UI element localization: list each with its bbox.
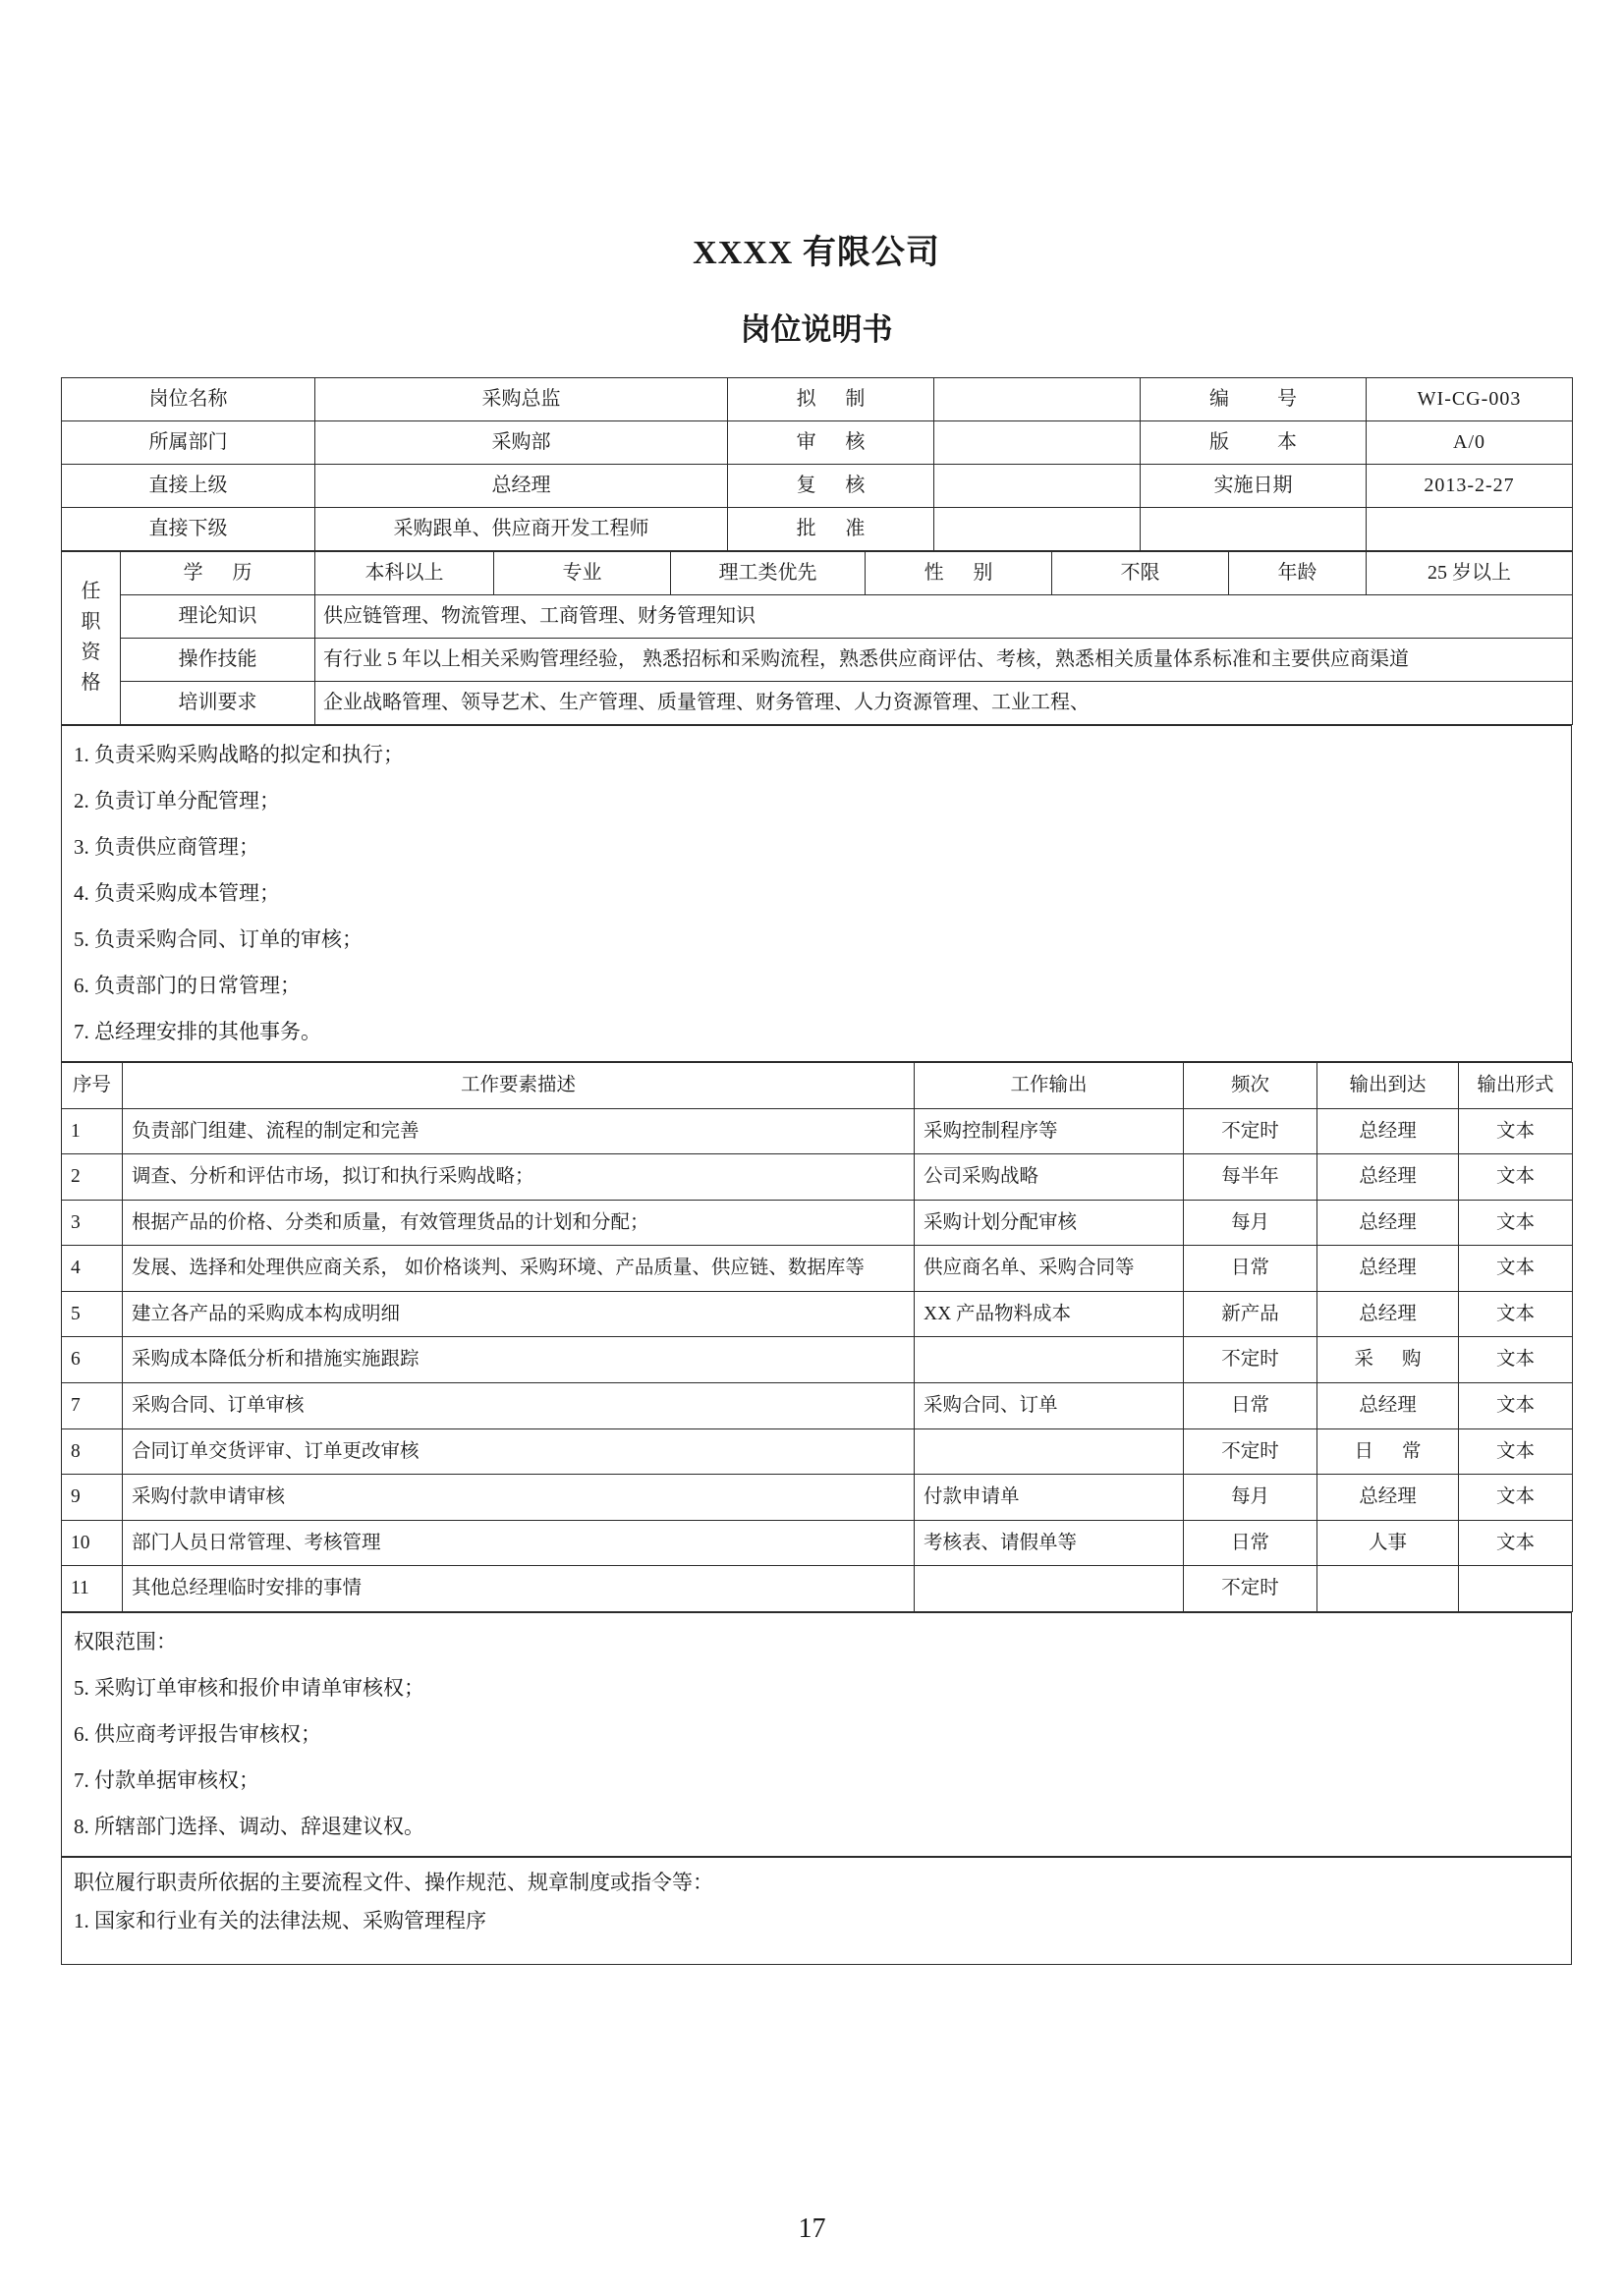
cell-no: 8 xyxy=(62,1428,123,1475)
cell-frequency: 每月 xyxy=(1184,1200,1317,1246)
field-label-age: 年龄 xyxy=(1229,551,1367,594)
cell-frequency: 日常 xyxy=(1184,1383,1317,1429)
cell-destination: 总经理 xyxy=(1317,1475,1459,1521)
table-row xyxy=(62,681,1573,724)
cell-description: 合同订单交货评审、订单更改审核 xyxy=(123,1428,915,1475)
cell-frequency: 每半年 xyxy=(1184,1154,1317,1201)
cell-no: 4 xyxy=(62,1246,123,1292)
field-value-doc-number: WI-CG-003 xyxy=(1367,377,1573,420)
table-header-row xyxy=(62,1062,1573,1108)
duties-cell xyxy=(62,725,1572,1061)
cell-no: 11 xyxy=(62,1566,123,1612)
field-label-approved: 批 准 xyxy=(728,507,934,550)
field-label-education: 学 历 xyxy=(121,551,315,594)
column-header-description: 工作要素描述 xyxy=(123,1062,915,1108)
field-label-effective-date: 实施日期 xyxy=(1141,464,1367,507)
table-row xyxy=(62,1520,1573,1566)
side-char: 职 xyxy=(81,611,101,634)
column-header-frequency: 频次 xyxy=(1184,1062,1317,1108)
list-item: 3. 负责供应商管理； xyxy=(74,834,259,859)
table-row xyxy=(62,1200,1573,1246)
field-value-rechecked xyxy=(934,464,1141,507)
field-label-doc-number: 编 号 xyxy=(1141,377,1367,420)
side-char: 任 xyxy=(81,581,101,603)
field-label-post-name: 岗位名称 xyxy=(62,377,315,420)
table-row xyxy=(62,725,1572,1061)
table-row xyxy=(62,594,1573,638)
cell-frequency: 不定时 xyxy=(1184,1566,1317,1612)
procedures-title: 职位履行职责所依据的主要流程文件、操作规范、规章制度或指令等： xyxy=(74,1870,713,1894)
field-value-skills: 有行业 5 年以上相关采购管理经验， 熟悉招标和采购流程，熟悉供应商评估、考核，熟悉相关质量体系标准和主要供应商渠道 xyxy=(315,638,1573,681)
cell-form: 文本 xyxy=(1459,1246,1573,1292)
cell-form: 文本 xyxy=(1459,1383,1573,1429)
field-label-version: 版 本 xyxy=(1141,420,1367,464)
table-row xyxy=(62,551,1573,594)
cell-frequency: 不定时 xyxy=(1184,1428,1317,1475)
cell-form: 文本 xyxy=(1459,1108,1573,1154)
column-header-form: 输出形式 xyxy=(1459,1062,1573,1108)
field-label-training: 培训要求 xyxy=(121,681,315,724)
list-item: 8. 所辖部门选择、调动、辞退建议权。 xyxy=(74,1814,424,1838)
table-row xyxy=(62,377,1573,420)
list-item: 7. 付款单据审核权； xyxy=(74,1767,259,1792)
cell-description: 负责部门组建、流程的制定和完善 xyxy=(123,1108,915,1154)
cell-no: 5 xyxy=(62,1291,123,1337)
cell-output xyxy=(915,1337,1184,1383)
field-value-department: 采购部 xyxy=(315,420,728,464)
duties-table xyxy=(61,725,1572,1062)
list-item: 2. 负责订单分配管理； xyxy=(74,788,280,812)
field-value-effective-date: 2013-2-27 xyxy=(1367,464,1573,507)
table-row xyxy=(62,420,1573,464)
cell-frequency: 日常 xyxy=(1184,1520,1317,1566)
field-value-reviewed xyxy=(934,420,1141,464)
cell-description: 建立各产品的采购成本构成明细 xyxy=(123,1291,915,1337)
cell-destination: 总经理 xyxy=(1317,1200,1459,1246)
field-label-drafted: 拟 制 xyxy=(728,377,934,420)
table-row xyxy=(62,1566,1573,1612)
column-header-no: 序号 xyxy=(62,1062,123,1108)
table-row xyxy=(62,1428,1573,1475)
field-value-post-name: 采购总监 xyxy=(315,377,728,420)
table-row xyxy=(62,1612,1572,1856)
cell-description: 调查、分析和评估市场，拟订和执行采购战略； xyxy=(123,1154,915,1201)
page-title-document: 岗位说明书 xyxy=(740,311,893,347)
cell-output: 公司采购战略 xyxy=(915,1154,1184,1201)
cell-frequency: 新产品 xyxy=(1184,1291,1317,1337)
cell-description: 采购成本降低分析和措施实施跟踪 xyxy=(123,1337,915,1383)
table-row xyxy=(62,1383,1573,1429)
cell-destination: 总经理 xyxy=(1317,1291,1459,1337)
procedures-cell xyxy=(62,1857,1572,1964)
cell-description: 发展、选择和处理供应商关系， 如价格谈判、采购环境、产品质量、供应链、数据库等 xyxy=(123,1246,915,1292)
cell-no: 2 xyxy=(62,1154,123,1201)
field-value-gender: 不限 xyxy=(1052,551,1229,594)
cell-output: 采购计划分配审核 xyxy=(915,1200,1184,1246)
field-label-department: 所属部门 xyxy=(62,420,315,464)
cell-no: 1 xyxy=(62,1108,123,1154)
cell-frequency: 不定时 xyxy=(1184,1337,1317,1383)
field-value-drafted xyxy=(934,377,1141,420)
list-item: 4. 负责采购成本管理； xyxy=(74,880,280,905)
cell-destination: 采 购 xyxy=(1317,1337,1459,1383)
field-value-age: 25 岁以上 xyxy=(1367,551,1573,594)
field-value-training: 企业战略管理、领导艺术、生产管理、质量管理、财务管理、人力资源管理、工业工程、 xyxy=(315,681,1573,724)
cell-output: 供应商名单、采购合同等 xyxy=(915,1246,1184,1292)
cell-description: 根据产品的价格、分类和质量，有效管理货品的计划和分配； xyxy=(123,1200,915,1246)
cell-destination: 总经理 xyxy=(1317,1383,1459,1429)
cell-form: 文本 xyxy=(1459,1520,1573,1566)
cell-form: 文本 xyxy=(1459,1291,1573,1337)
cell-form: 文本 xyxy=(1459,1200,1573,1246)
field-value-approved xyxy=(934,507,1141,550)
field-label-reviewed: 审 核 xyxy=(728,420,934,464)
cell-form xyxy=(1459,1566,1573,1612)
field-label-direct-subordinate: 直接下级 xyxy=(62,507,315,550)
list-item: 6. 供应商考评报告审核权； xyxy=(74,1721,321,1746)
page-number: 17 xyxy=(798,2213,826,2244)
cell-frequency: 每月 xyxy=(1184,1475,1317,1521)
cell-no: 7 xyxy=(62,1383,123,1429)
cell-frequency: 不定时 xyxy=(1184,1108,1317,1154)
list-item: 1. 国家和行业有关的法律法规、采购管理程序 xyxy=(74,1908,486,1932)
cell-output: 采购控制程序等 xyxy=(915,1108,1184,1154)
list-item: 7. 总经理安排的其他事务。 xyxy=(74,1019,321,1043)
cell-destination: 总经理 xyxy=(1317,1154,1459,1201)
table-row xyxy=(62,638,1573,681)
cell-output xyxy=(915,1428,1184,1475)
field-value-theory: 供应链管理、物流管理、工商管理、财务管理知识 xyxy=(315,594,1573,638)
field-value-direct-superior: 总经理 xyxy=(315,464,728,507)
cell-destination: 日 常 xyxy=(1317,1428,1459,1475)
qualification-side-label xyxy=(62,551,121,724)
qualification-table xyxy=(61,551,1573,725)
column-header-output: 工作输出 xyxy=(915,1062,1184,1108)
field-label-theory: 理论知识 xyxy=(121,594,315,638)
side-char: 格 xyxy=(81,672,101,695)
field-label-direct-superior: 直接上级 xyxy=(62,464,315,507)
list-item: 1. 负责采购采购战略的拟定和执行； xyxy=(74,742,404,766)
page-title-company: XXXX 有限公司 xyxy=(693,235,940,271)
column-header-destination: 输出到达 xyxy=(1317,1062,1459,1108)
table-row xyxy=(62,1337,1573,1383)
table-row xyxy=(62,507,1573,550)
cell-form: 文本 xyxy=(1459,1428,1573,1475)
list-item: 5. 采购订单审核和报价申请单审核权； xyxy=(74,1675,424,1700)
table-row xyxy=(62,1154,1573,1201)
list-item: 6. 负责部门的日常管理； xyxy=(74,973,301,997)
table-row xyxy=(62,1291,1573,1337)
cell-description: 其他总经理临时安排的事情 xyxy=(123,1566,915,1612)
cell-no: 9 xyxy=(62,1475,123,1521)
cell-description: 部门人员日常管理、考核管理 xyxy=(123,1520,915,1566)
cell-output: 考核表、请假单等 xyxy=(915,1520,1184,1566)
field-label-rechecked: 复 核 xyxy=(728,464,934,507)
side-char: 资 xyxy=(81,642,101,664)
field-label-major: 专业 xyxy=(494,551,671,594)
cell-output: XX 产品物料成本 xyxy=(915,1291,1184,1337)
cell-form: 文本 xyxy=(1459,1154,1573,1201)
authority-cell xyxy=(62,1612,1572,1856)
cell-frequency: 日常 xyxy=(1184,1246,1317,1292)
cell-description: 采购合同、订单审核 xyxy=(123,1383,915,1429)
header-info-table xyxy=(61,377,1573,551)
field-value-version: A/0 xyxy=(1367,420,1573,464)
field-value-education: 本科以上 xyxy=(315,551,494,594)
cell-output: 付款申请单 xyxy=(915,1475,1184,1521)
table-row xyxy=(62,1108,1573,1154)
field-label-gender: 性 别 xyxy=(866,551,1052,594)
authority-table xyxy=(61,1612,1572,1857)
cell-destination: 人事 xyxy=(1317,1520,1459,1566)
table-row xyxy=(62,1857,1572,1964)
work-elements-table xyxy=(61,1062,1573,1612)
field-value-major: 理工类优先 xyxy=(671,551,866,594)
table-row xyxy=(62,1475,1573,1521)
table-row xyxy=(62,464,1573,507)
cell-destination: 总经理 xyxy=(1317,1246,1459,1292)
procedures-table xyxy=(61,1857,1572,1965)
cell-output xyxy=(915,1566,1184,1612)
cell-destination xyxy=(1317,1566,1459,1612)
cell-no: 10 xyxy=(62,1520,123,1566)
field-value-direct-subordinate: 采购跟单、供应商开发工程师 xyxy=(315,507,728,550)
cell-no: 6 xyxy=(62,1337,123,1383)
authority-title: 权限范围： xyxy=(74,1629,177,1653)
table-row xyxy=(62,1246,1573,1292)
field-label-skills: 操作技能 xyxy=(121,638,315,681)
cell-destination: 总经理 xyxy=(1317,1108,1459,1154)
cell-no: 3 xyxy=(62,1200,123,1246)
cell-output: 采购合同、订单 xyxy=(915,1383,1184,1429)
page-content xyxy=(61,0,1572,1965)
field-value-empty xyxy=(1367,507,1573,550)
cell-form: 文本 xyxy=(1459,1475,1573,1521)
list-item: 5. 负责采购合同、订单的审核； xyxy=(74,926,363,951)
cell-form: 文本 xyxy=(1459,1337,1573,1383)
cell-description: 采购付款申请审核 xyxy=(123,1475,915,1521)
field-label-empty xyxy=(1141,507,1367,550)
